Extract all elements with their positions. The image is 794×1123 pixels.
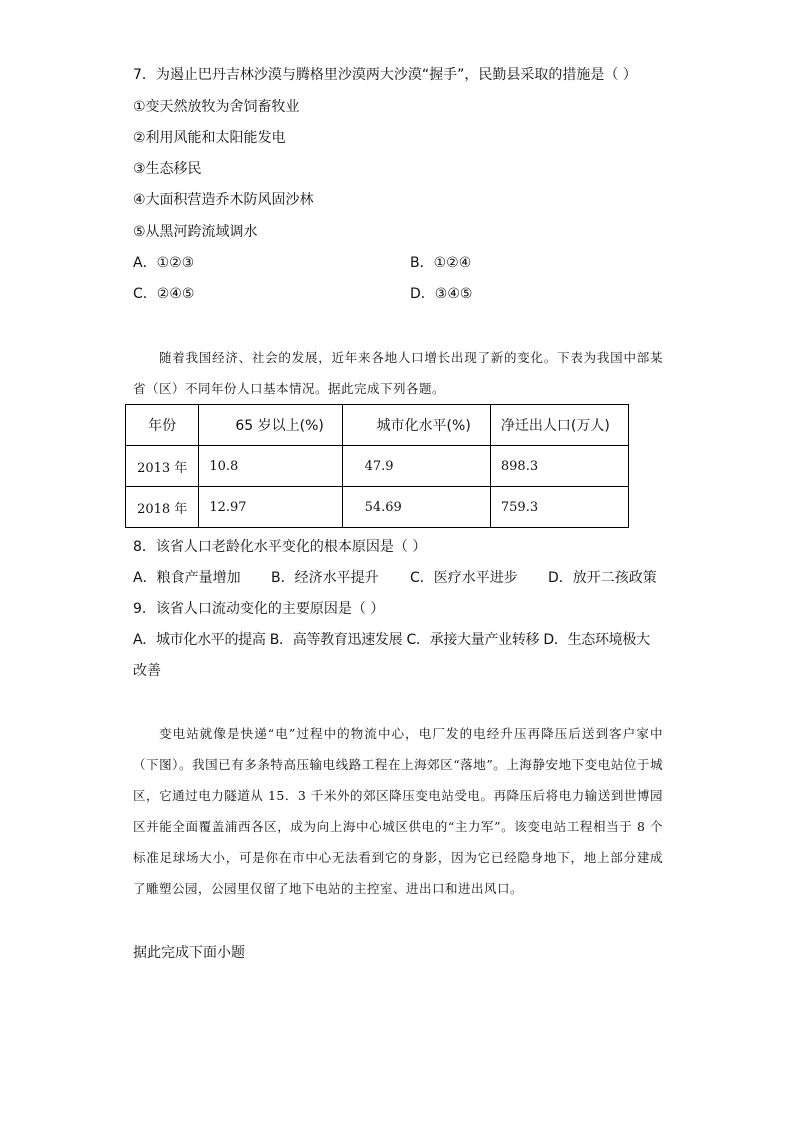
substation-intro: 变电站就像是快递“电”过程中的物流中心，电厂发的电经升压再降压后送到客户家中（下图）。我国已有多条特高压输电线路工程在上海郊区“落地”。上海静安地下变电站位于城区，它通过电力隧道从 15．3 千米外的郊区降压变电站受电。再降压后将电力输送到世博园区并能全面覆盖浦西各区，成为向上海中心城区供电的“主力军”。该变电站工程相当于 8 个标准足球场大小，可是你在市中心无法看到它的身影，因为它已经隐身地下，地上部分建成了雕塑公园，公园里仅留了地下电站的主控室、进出口和进出风口。 xyxy=(133,726,663,896)
table-header-cell: 城市化水平(%) xyxy=(342,405,490,446)
table-cell: 2018 年 xyxy=(126,487,199,528)
q8-option-b: B．经济水平提升 xyxy=(271,570,379,586)
table-header-cell: 年份 xyxy=(126,405,199,446)
table-cell: 47.9 xyxy=(342,446,490,487)
q7-option-d: D．③④⑤ xyxy=(410,286,473,302)
closing-instruction: 据此完成下面小题 xyxy=(133,945,245,961)
table-cell: 54.69 xyxy=(342,487,490,528)
q8-stem: 8．该省人口老龄化水平变化的根本原因是（ ） xyxy=(133,539,427,555)
q9-options: A．城市化水平的提高 B．高等教育迅速发展 C．承接大量产业转移 D．生态环境极大 xyxy=(133,632,650,648)
q7-item-5: ⑤从黑河跨流域调水 xyxy=(133,224,258,240)
q7-option-a: A．①②③ xyxy=(133,255,195,271)
table-row xyxy=(126,487,629,528)
table-header-cell: 净迁出人口(万人) xyxy=(490,405,628,446)
q8-option-a: A．粮食产量增加 xyxy=(133,570,241,586)
table-row xyxy=(126,446,629,487)
q8-option-d: D．放开二孩政策 xyxy=(548,570,657,586)
q9-stem: 9．该省人口流动变化的主要原因是（ ） xyxy=(133,601,385,617)
q7-item-3: ③生态移民 xyxy=(133,161,202,177)
q7-stem: 7．为遏止巴丹吉林沙漠与腾格里沙漠两大沙漠“握手”，民勤县采取的措施是（ ） xyxy=(133,67,637,83)
table-cell: 759.3 xyxy=(490,487,628,528)
table-cell: 10.8 xyxy=(199,446,342,487)
table-cell: 12.97 xyxy=(199,487,342,528)
table-cell: 2013 年 xyxy=(126,446,199,487)
table-header-row xyxy=(126,405,629,446)
population-intro: 随着我国经济、社会的发展，近年来各地人口增长出现了新的变化。下表为我国中部某省（区）不同年份人口基本情况。据此完成下列各题。 xyxy=(133,350,663,396)
q9-options-continued: 改善 xyxy=(133,663,161,679)
q7-item-2: ②利用风能和太阳能发电 xyxy=(133,130,286,146)
population-table xyxy=(125,404,629,528)
q7-option-b: B．①②④ xyxy=(410,255,472,271)
q8-option-c: C．医疗水平进步 xyxy=(410,570,518,586)
q7-option-c: C．②④⑤ xyxy=(133,286,195,302)
table-header-cell: 65 岁以上(%) xyxy=(199,405,342,446)
table-cell: 898.3 xyxy=(490,446,628,487)
q7-item-4: ④大面积营造乔木防风固沙林 xyxy=(133,192,314,208)
q7-item-1: ①变天然放牧为舍饲畜牧业 xyxy=(133,99,300,115)
